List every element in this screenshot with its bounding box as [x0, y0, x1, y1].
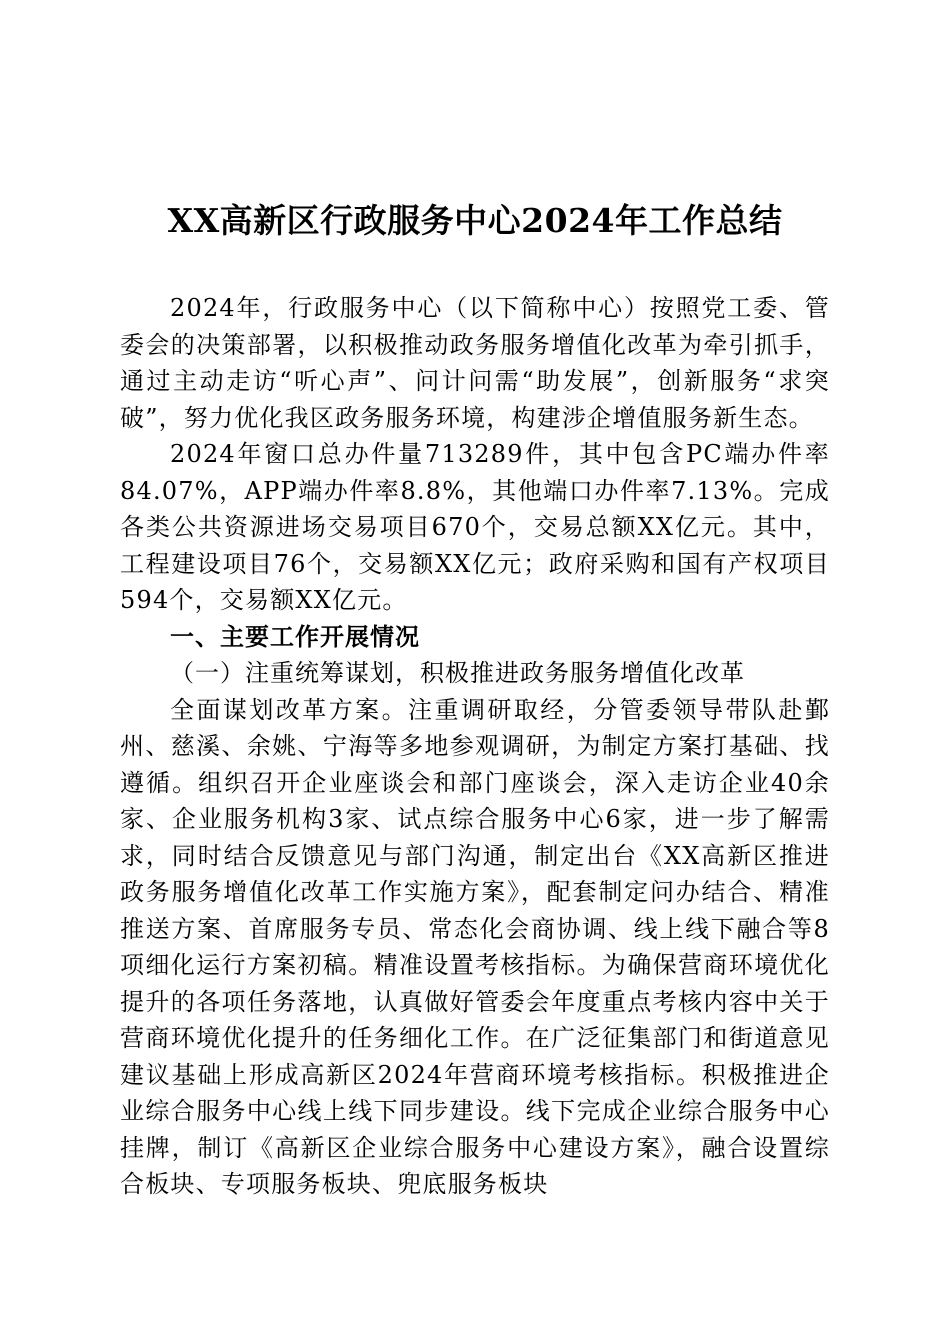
stats-paragraph: 2024年窗口总办件量713289件，其中包含PC端办件率84.07%，APP端办件率8.8%，其他端口办件率7.13%。完成各类公共资源进场交易项目670个，交易总额XX亿元。其中，工程建设项目76个，交易额XX亿元；政府采购和国有产权项目594个，交易额XX亿元。 — [120, 440, 830, 614]
section-heading: 一、主要工作开展情况 — [170, 622, 420, 651]
subsection-paragraph: 全面谋划改革方案。注重调研取经，分管委领导带队赴鄞州、慈溪、余姚、宁海等多地参观调研，为制定方案打基础、找遵循。组织召开企业座谈会和部门座谈会，深入走访企业40余家、企业服务机构3家、试点综合服务中心6家，进一步了解需求，同时结合反馈意见与部门沟通，制定出台《XX高新区推进政务服务增值化改革工作实施方案》，配套制定问办结合、精准推送方案、首席服务专员、常态化会商协调、线上线下融合等8项细化运行方案初稿。精准设置考核指标。为确保营商环境优化提升的各项任务落地，认真做好管委会年度重点考核内容中关于营商环境优化提升的任务细化工作。在广泛征集部门和街道意见建议基础上形成高新区2024年营商环境考核指标。积极推进企业综合服务中心线上线下同步建设。线下完成企业综合服务中心挂牌，制订《高新区企业综合服务中心建设方案》，融合设置综合板块、专项服务板块、兜底服务板块 — [120, 695, 830, 1198]
intro-paragraph: 2024年，行政服务中心（以下简称中心）按照党工委、管委会的决策部署，以积极推动政务服务增值化改革为牵引抓手，通过主动走访“听心声”、问计问需“助发展”，创新服务“求突破”，努力优化我区政务服务环境，构建涉企增值服务新生态。 — [120, 294, 830, 432]
document-title: XX高新区行政服务中心2024年工作总结 — [167, 201, 783, 240]
document-body — [120, 290, 830, 1203]
subsection-heading: （一）注重统筹谋划，积极推进政务服务增值化改革 — [170, 659, 745, 687]
